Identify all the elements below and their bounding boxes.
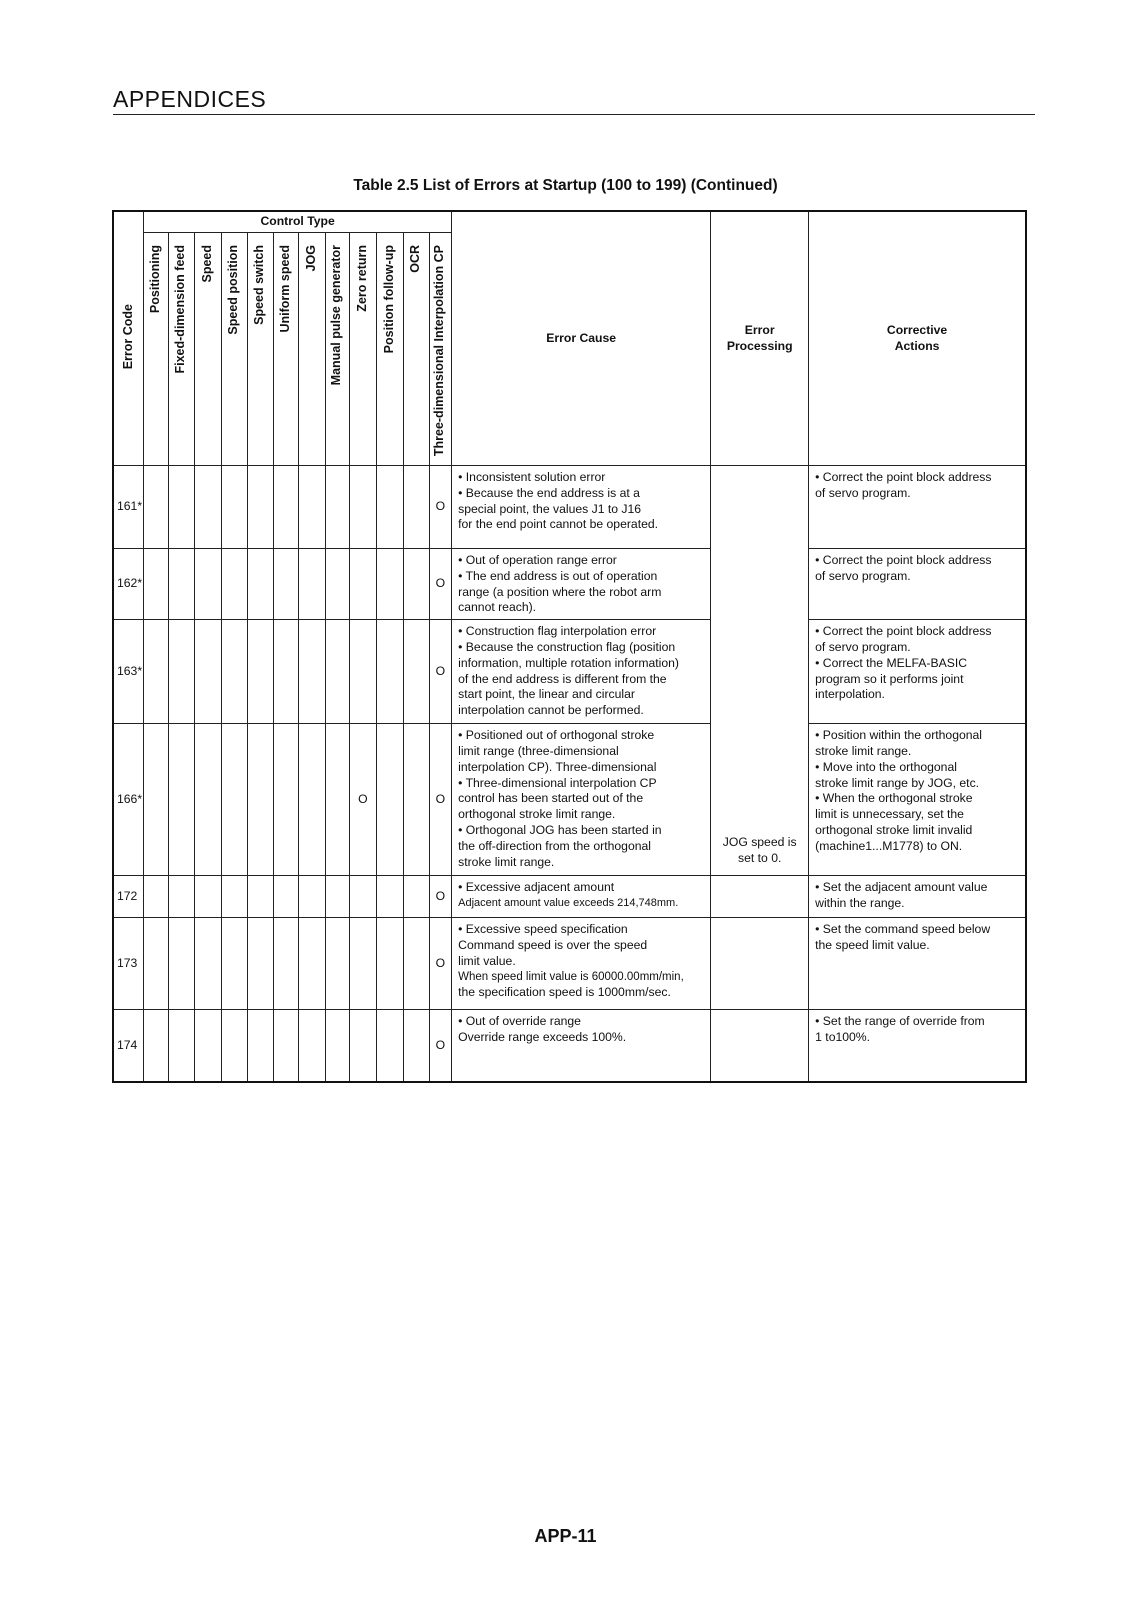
applicable-mark: O xyxy=(358,791,368,806)
control-type-cell xyxy=(350,876,377,918)
error-processing xyxy=(711,466,809,876)
corrective-action-line: • Set the range of override from xyxy=(815,1014,985,1029)
error-cause-line: special point, the values J1 to J16 xyxy=(458,501,642,516)
control-type-cell xyxy=(350,549,377,620)
error-code: 172 xyxy=(113,876,144,918)
corrective-action-line: of servo program. xyxy=(815,639,911,654)
error-cause-line: Adjacent amount value exceeds 214,748mm. xyxy=(458,896,679,909)
corrective-actions xyxy=(809,876,1026,918)
control-type-cell xyxy=(248,466,274,549)
error-cause-line: control has been started out of the xyxy=(458,791,644,806)
corrective-action-line: • When the orthogonal stroke xyxy=(815,791,973,806)
control-type-cell xyxy=(429,549,452,620)
error-cause-line: • Orthogonal JOG has been started in xyxy=(458,822,662,837)
control-type-cell xyxy=(429,918,452,1010)
error-cause xyxy=(452,918,711,1010)
error-processing-header: Error Processing xyxy=(711,211,809,466)
control-type-cell xyxy=(195,620,222,724)
corrective-action-line: • Position within the orthogonal xyxy=(815,728,983,743)
applicable-mark: O xyxy=(435,955,446,970)
corrective-action-line: limit is unnecessary, set the xyxy=(815,807,964,822)
error-cause xyxy=(452,1010,711,1082)
control-type-label: OCR xyxy=(408,245,423,273)
control-type-label: Three-dimensional Interpolation CP xyxy=(432,245,447,457)
error-cause-line: • Three-dimensional interpolation CP xyxy=(458,775,657,790)
control-type-cell xyxy=(144,724,168,876)
control-type-cell xyxy=(404,724,430,876)
control-type-cell xyxy=(144,466,168,549)
control-type-cell xyxy=(404,620,430,724)
control-type-cell xyxy=(429,620,452,724)
error-cause-line: interpolation CP). Three-dimensional xyxy=(458,759,657,774)
applicable-mark: O xyxy=(435,888,446,903)
error-cause-line: • Out of operation range error xyxy=(458,553,617,567)
applicable-mark: O xyxy=(435,576,446,591)
control-type-cell xyxy=(325,620,349,724)
control-type-cell xyxy=(248,1010,274,1082)
control-type-cell xyxy=(195,1010,222,1082)
page-header-title: APPENDICES xyxy=(113,86,267,112)
control-type-cell xyxy=(376,1010,404,1082)
control-type-cell xyxy=(299,466,326,549)
control-type-cell xyxy=(299,918,326,1010)
table-row xyxy=(113,724,1026,876)
error-cause-line: • Excessive adjacent amount xyxy=(458,880,615,895)
error-cause-line: range (a position where the robot arm xyxy=(458,584,662,599)
corrective-actions xyxy=(809,1010,1026,1082)
control-type-cell xyxy=(221,620,248,724)
control-type-cell xyxy=(325,918,349,1010)
corrective-action-line: • Correct the point block address xyxy=(815,624,992,639)
control-type-cell xyxy=(299,1010,326,1082)
error-cause-line: • Out of override range xyxy=(458,1014,581,1029)
control-type-cell xyxy=(325,724,349,876)
control-type-header-cell xyxy=(350,233,377,466)
table-row xyxy=(113,918,1026,1010)
error-cause xyxy=(452,620,711,724)
corrective-actions xyxy=(809,918,1026,1010)
control-type-header-cell xyxy=(376,233,404,466)
error-cause-line: • Excessive speed specification xyxy=(458,922,628,937)
error-code: 161* xyxy=(113,466,144,549)
applicable-mark: O xyxy=(435,663,446,678)
control-type-cell xyxy=(429,724,452,876)
control-type-cell xyxy=(376,620,404,724)
error-cause xyxy=(452,466,711,549)
error-cause-header: Error Cause xyxy=(452,211,711,466)
error-cause-line: information, multiple rotation information) xyxy=(458,655,679,670)
control-type-cell xyxy=(195,466,222,549)
control-type-cell xyxy=(221,876,248,918)
control-type-cell xyxy=(248,876,274,918)
control-type-cell xyxy=(144,918,168,1010)
control-type-label: Positioning xyxy=(147,245,162,314)
table-row xyxy=(113,1010,1026,1082)
control-type-cell xyxy=(195,876,222,918)
corrective-action-line: of servo program. xyxy=(815,485,911,500)
control-type-label: Speed position xyxy=(226,245,241,335)
control-type-header: Control Type xyxy=(144,211,452,233)
corrective-action-line: program so it performs joint xyxy=(815,671,964,686)
control-type-cell xyxy=(221,724,248,876)
control-type-cell xyxy=(376,918,404,1010)
table-row xyxy=(113,466,1026,549)
control-type-cell xyxy=(144,620,168,724)
page-header xyxy=(113,86,1035,115)
corrective-actions xyxy=(809,466,1026,549)
error-cause-line: • The end address is out of operation xyxy=(458,568,658,583)
corrective-action-line: 1 to100%. xyxy=(815,1029,871,1044)
control-type-header-cell xyxy=(144,233,168,466)
error-cause-line: Command speed is over the speed xyxy=(458,937,648,952)
control-type-cell xyxy=(248,620,274,724)
control-type-cell xyxy=(168,549,195,620)
error-cause-line: for the end point cannot be operated. xyxy=(458,517,659,532)
corrective-actions xyxy=(809,620,1026,724)
control-type-cell xyxy=(168,918,195,1010)
control-type-header-cell xyxy=(248,233,274,466)
control-type-cell xyxy=(376,876,404,918)
table-caption: Table 2.5 List of Errors at Startup (100 to 199) (Continued) xyxy=(353,177,778,194)
header-row-control-type xyxy=(113,211,1026,233)
corrective-actions-header: Corrective Actions xyxy=(809,211,1026,466)
control-type-cell xyxy=(376,549,404,620)
control-type-cell xyxy=(221,918,248,1010)
error-cause-line: • Because the end address is at a xyxy=(458,485,640,500)
error-code-header xyxy=(113,211,144,466)
error-cause-line: • Positioned out of orthogonal stroke xyxy=(458,728,655,743)
corrective-action-line: • Correct the point block address xyxy=(815,553,992,567)
corrective-action-line: stroke limit range. xyxy=(815,743,912,758)
corrective-action-line: the speed limit value. xyxy=(815,937,930,952)
control-type-cell xyxy=(195,724,222,876)
control-type-cell xyxy=(168,724,195,876)
control-type-cell xyxy=(299,876,326,918)
table-row xyxy=(113,549,1026,620)
control-type-cell xyxy=(144,549,168,620)
error-processing-text: JOG speed is set to 0. xyxy=(722,834,797,865)
error-cause-line: of the end address is different from the xyxy=(458,671,667,686)
header-rule xyxy=(113,114,1035,115)
error-cause-line: • Inconsistent solution error xyxy=(458,470,606,484)
control-type-cell xyxy=(325,1010,349,1082)
control-type-cell xyxy=(376,466,404,549)
control-type-cell xyxy=(168,466,195,549)
control-type-cell xyxy=(248,724,274,876)
control-type-cell xyxy=(350,724,377,876)
control-type-label: Position follow-up xyxy=(381,245,396,354)
error-cause-line: interpolation cannot be performed. xyxy=(458,703,644,718)
control-type-label: Uniform speed xyxy=(277,245,292,333)
control-type-header-cell xyxy=(273,233,299,466)
control-type-header-cell xyxy=(325,233,349,466)
corrective-action-line: • Correct the MELFA-BASIC xyxy=(815,655,968,670)
corrective-action-line: orthogonal stroke limit invalid xyxy=(815,822,973,837)
control-type-cell xyxy=(429,1010,452,1082)
corrective-action-line: • Correct the point block address xyxy=(815,470,992,484)
control-type-header-cell xyxy=(221,233,248,466)
control-type-cell xyxy=(376,724,404,876)
control-type-cell xyxy=(248,918,274,1010)
control-type-cell xyxy=(429,466,452,549)
applicable-mark: O xyxy=(435,1037,446,1052)
error-cause-line: Override range exceeds 100%. xyxy=(458,1029,627,1044)
error-cause-line: When speed limit value is 60000.00mm/min, xyxy=(458,970,684,983)
error-code: 173 xyxy=(113,918,144,1010)
control-type-cell xyxy=(350,1010,377,1082)
control-type-cell xyxy=(299,724,326,876)
control-type-header-cell xyxy=(299,233,326,466)
control-type-cell xyxy=(404,549,430,620)
control-type-cell xyxy=(325,876,349,918)
control-type-cell xyxy=(404,918,430,1010)
control-type-cell xyxy=(273,466,299,549)
error-cause-line: stroke limit range. xyxy=(458,854,555,869)
error-code-label: Error Code xyxy=(120,303,135,369)
control-type-cell xyxy=(221,466,248,549)
control-type-cell xyxy=(404,466,430,549)
error-processing xyxy=(711,1010,809,1082)
error-cause xyxy=(452,724,711,876)
control-type-cell xyxy=(273,876,299,918)
error-code: 166* xyxy=(113,724,144,876)
control-type-cell xyxy=(325,549,349,620)
control-type-cell xyxy=(144,876,168,918)
error-cause-line: limit range (three-dimensional xyxy=(458,743,619,758)
control-type-cell xyxy=(273,724,299,876)
table-row xyxy=(113,876,1026,918)
control-type-cell xyxy=(273,549,299,620)
control-type-cell xyxy=(273,1010,299,1082)
error-cause-line: • Because the construction flag (position xyxy=(458,639,676,654)
control-type-cell xyxy=(299,549,326,620)
error-table xyxy=(112,210,1027,1083)
page-number: APP-11 xyxy=(534,1526,597,1546)
control-type-label: Fixed-dimension feed xyxy=(173,245,188,374)
control-type-header-cell xyxy=(195,233,222,466)
control-type-label: Zero return xyxy=(354,245,369,312)
corrective-action-line: • Move into the orthogonal xyxy=(815,759,957,774)
error-code: 163* xyxy=(113,620,144,724)
error-code: 174 xyxy=(113,1010,144,1082)
corrective-action-line: (machine1...M1778) to ON. xyxy=(815,838,963,853)
error-processing xyxy=(711,918,809,1010)
control-type-cell xyxy=(350,620,377,724)
control-type-cell xyxy=(404,1010,430,1082)
corrective-action-line: • Set the command speed below xyxy=(815,922,991,937)
control-type-header-cell xyxy=(404,233,430,466)
table-row xyxy=(113,620,1026,724)
error-cause-line: limit value. xyxy=(458,953,516,968)
error-cause-line: orthogonal stroke limit range. xyxy=(458,807,616,822)
error-cause-line: the specification speed is 1000mm/sec. xyxy=(458,985,671,1000)
control-type-cell xyxy=(195,918,222,1010)
error-cause-line: • Construction flag interpolation error xyxy=(458,624,657,639)
control-type-header-cell xyxy=(429,233,452,466)
corrective-action-line: stroke limit range by JOG, etc. xyxy=(815,775,980,790)
control-type-cell xyxy=(195,549,222,620)
error-cause-line: start point, the linear and circular xyxy=(458,687,635,702)
corrective-actions xyxy=(809,549,1026,620)
corrective-actions xyxy=(809,724,1026,876)
control-type-cell xyxy=(168,876,195,918)
control-type-cell xyxy=(350,918,377,1010)
corrective-action-line: • Set the adjacent amount value xyxy=(815,880,988,895)
corrective-action-line: of servo program. xyxy=(815,568,911,583)
control-type-cell xyxy=(273,918,299,1010)
control-type-label: Speed switch xyxy=(252,245,267,325)
control-type-cell xyxy=(299,620,326,724)
corrective-action-line: interpolation. xyxy=(815,687,885,702)
error-processing xyxy=(711,876,809,918)
control-type-cell xyxy=(248,549,274,620)
error-code: 162* xyxy=(113,549,144,620)
control-type-cell xyxy=(350,466,377,549)
control-type-cell xyxy=(221,549,248,620)
control-type-header-cell xyxy=(168,233,195,466)
control-type-cell xyxy=(404,876,430,918)
control-type-cell xyxy=(221,1010,248,1082)
error-cause-line: cannot reach). xyxy=(458,600,537,615)
control-type-label: JOG xyxy=(303,245,318,272)
control-type-label: Speed xyxy=(199,245,214,283)
error-cause xyxy=(452,876,711,918)
control-type-cell xyxy=(144,1010,168,1082)
corrective-action-line: within the range. xyxy=(815,895,905,910)
error-cause-line: the off-direction from the orthogonal xyxy=(458,838,651,853)
applicable-mark: O xyxy=(435,499,446,514)
control-type-label: Manual pulse generator xyxy=(329,245,344,386)
control-type-cell xyxy=(168,1010,195,1082)
control-type-cell xyxy=(325,466,349,549)
applicable-mark: O xyxy=(435,791,446,806)
control-type-cell xyxy=(273,620,299,724)
control-type-cell xyxy=(168,620,195,724)
error-cause xyxy=(452,549,711,620)
control-type-cell xyxy=(429,876,452,918)
